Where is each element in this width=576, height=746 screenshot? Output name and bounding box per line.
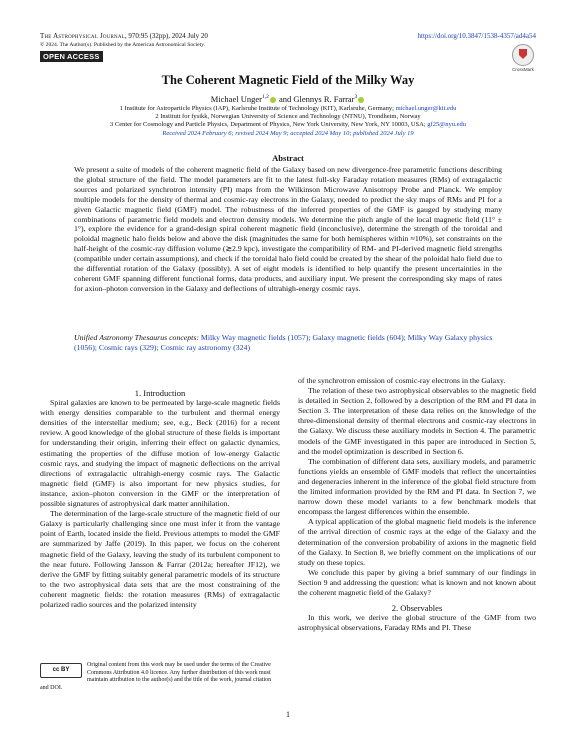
affiliation-1 [0, 105, 576, 113]
page-number: 1 [286, 710, 290, 719]
author-conjunction: and [276, 94, 294, 104]
author-2-affiliations: 3 [354, 94, 358, 101]
open-access-badge: OPEN ACCESS [40, 51, 103, 62]
journal-citation: , 970:95 (32pp), 2024 July 20 [124, 32, 208, 40]
orcid-icon[interactable] [270, 97, 276, 103]
right-column [298, 376, 536, 633]
paper-title: The Coherent Magnetic Field of the Milky Way [161, 73, 415, 87]
running-header [40, 32, 208, 40]
paragraph: of the synchrotron emission of cosmic-ray electrons in the Galaxy. [298, 376, 506, 385]
section-1-heading: 1. Introduction [134, 388, 186, 398]
uat-label: Unified Astronomy Thesaurus concepts: [74, 333, 199, 342]
paragraph: The relation of these two astrophysical observables to the magnetic field is detailed in Section 2, followed by a description of the RM and PI data in Section 3. The interpretation of these data relies on the knowledge of the three-dimensional density of thermal electrons and cosmic-ray electrons in the Galaxy. We discuss these auxiliary models in Section 4. The parametric models of the GMF investigated in this paper are introduced in Section 5, and the model optimization is described in Section 6. [298, 386, 536, 456]
crossmark-label: CrossMark [512, 67, 534, 72]
author-line [0, 94, 576, 104]
paragraph: In this work, we derive the global structure of the GMF from two astrophysical observations, Faraday RMs and PI. These [298, 613, 536, 633]
doi-link[interactable]: https://doi.org/10.3847/1538-4357/ad4a54 [417, 32, 536, 40]
uat-concepts [74, 333, 502, 353]
orcid-icon[interactable] [358, 97, 364, 103]
copyright-notice: © 2024. The Author(s). Published by the American Astronomical Society. [40, 42, 206, 48]
affiliation-2: 2 Institutt for fysikk, Norwegian University of Science and Technology (NTNU), Trondheim, Norway [155, 113, 421, 120]
author-2: Glennys R. Farrar [293, 94, 355, 104]
affiliation-3 [0, 121, 576, 129]
license-notice [40, 662, 280, 692]
crossmark-badge[interactable] [510, 44, 536, 72]
received-dates: Received 2024 February 6; revised 2024 May 9; accepted 2024 May 10; published 2024 July 19 [162, 130, 414, 137]
abstract-heading: Abstract [272, 153, 304, 163]
paragraph: We conclude this paper by giving a brief summary of our findings in Section 9 and addressing the question: what is known and not known about the coherent magnetic field of the Galaxy? [298, 567, 536, 597]
email-link-1[interactable]: michael.unger@kit.edu [395, 105, 457, 112]
author-1: Michael Unger [210, 94, 262, 104]
crossmark-icon [512, 44, 534, 66]
paragraph: A typical application of the global magnetic field models is the inference of the arrival direction of cosmic rays at the edge of the Galaxy and the determination of the conversion probability of axions in the magnetic field of the Galaxy. In Section 8, we briefly comment on the implications of our study on these topics. [298, 517, 536, 567]
affiliation-3-text: 3 Center for Cosmology and Particle Physics, Department of Physics, New York University, New York, NY 10003, USA; [110, 121, 426, 128]
uat-concept-links[interactable]: Milky Way magnetic fields (1057); Galaxy magnetic fields (604); Milky Way Galaxy physics (1056); Cosmic rays (329); Cosmic ray astronomy (324) [74, 333, 493, 352]
cc-by-icon[interactable]: cc BY [40, 663, 82, 678]
abstract-text: We present a suite of models of the coherent magnetic field of the Galaxy based on new divergence-free parametric functions describing the global structure of the field. The model parameters are fit to the latest full-sky Faraday rotation measures (RMs) of extragalactic sources and polarized synchrotron intensity (PI) maps from the Wilkinson Microwave Anisotropy Probe and Planck. We employ multiple models for the density of thermal and cosmic-ray electrons in the Galaxy, needed to predict the sky maps of RMs and PI for a given Galactic magnetic field (GMF) model. The robustness of the inferred properties of the GMF is gauged by studying many combinations of parametric field models and electron density models. We determine the pitch angle of the local magnetic field (11° ± 1°), explore the evidence for a grand-design spiral coherent magnetic field (inconclusive), determine the strength of the toroidal and poloidal magnetic halo fields below and above the disk (magnitudes the same for both hemispheres within ≈10%), set constraints on the half-height of the cosmic-ray diffusion volume (≳2.9 kpc), investigate the compatibility of RM- and PI-derived magnetic field strengths (compatible under certain assumptions), and check if the toroidal halo field could be created by the shear of the poloidal halo field due to the differential rotation of the Galaxy (possibly). A set of eight models is identified to help quantify the present uncertainties in the coherent GMF spanning different functional forms, data products, and auxiliary input. We present the corresponding sky maps of rates for axion–photon conversion in the Galaxy and deflections of ultrahigh-energy cosmic rays. [74, 165, 502, 293]
paragraph: Spiral galaxies are known to be permeated by large-scale magnetic fields with energy densities comparable to the turbulent and thermal energy densities of the interstellar medium; see, e.g., Beck (2016) for a recent review. A good knowledge of the global structure of these fields is important for understanding their origin, inferring their effect on galactic dynamics, estimating the properties of the diffuse motion of low-energy Galactic cosmic rays, and studying the impact of magnetic deflections on the arrival directions of extragalactic ultrahigh-energy cosmic rays. The Galactic magnetic field (GMF) is also important for new physics studies, for instance, axion–photon conversion in the GMF or the interpretation of possible signatures of astrophysical dark matter annihilation. [40, 398, 280, 509]
author-1-affiliations: 1,2 [261, 94, 269, 101]
paragraph: The determination of the large-scale structure of the magnetic field of our Galaxy is particularly challenging since one must infer it from the vantage point of Earth, located inside the field. Previous attempts to model the GMF are summarized by Jaffe (2019). In this paper, we focus on the coherent magnetic field of the Galaxy, leaving the study of its turbulent component to the near future. Following Jansson & Farrar (2012a; hereafter JF12), we derive the GMF by fitting suitably general parametric models of its structure to the two astrophysical data sets that are the most constraining of the coherent magnetic fields: the rotation measures (RMs) of extragalactic polarized radio sources and the polarized intensity [40, 509, 280, 609]
affiliation-1-text: 1 Institute for Astroparticle Physics (IAP), Karlsruhe Institute of Technology (KIT), Karlsruhe, Germany; [119, 105, 394, 112]
email-link-3[interactable]: gf25@nyu.edu [427, 121, 466, 128]
section-2-heading: 2. Observables [391, 603, 443, 614]
license-text: Original content from this work may be used under the terms of the Creative Commons Attribution 4.0 licence. Any further distribution of this work must maintain attribution to the author(s) and the title of the work, journal citation and DOI. [40, 662, 272, 691]
journal-name: The Astrophysical Journal [40, 32, 125, 40]
left-column [40, 388, 280, 610]
paragraph: The combination of different data sets, auxiliary models, and parametric functions yields an ensemble of GMF models that reflect the uncertainties and degeneracies inherent in the inference of the global field structure from the limited information provided by the RM and PI data. In Section 7, we narrow down these model variants to a few benchmark models that encompass the largest differences within the ensemble. [298, 456, 536, 517]
